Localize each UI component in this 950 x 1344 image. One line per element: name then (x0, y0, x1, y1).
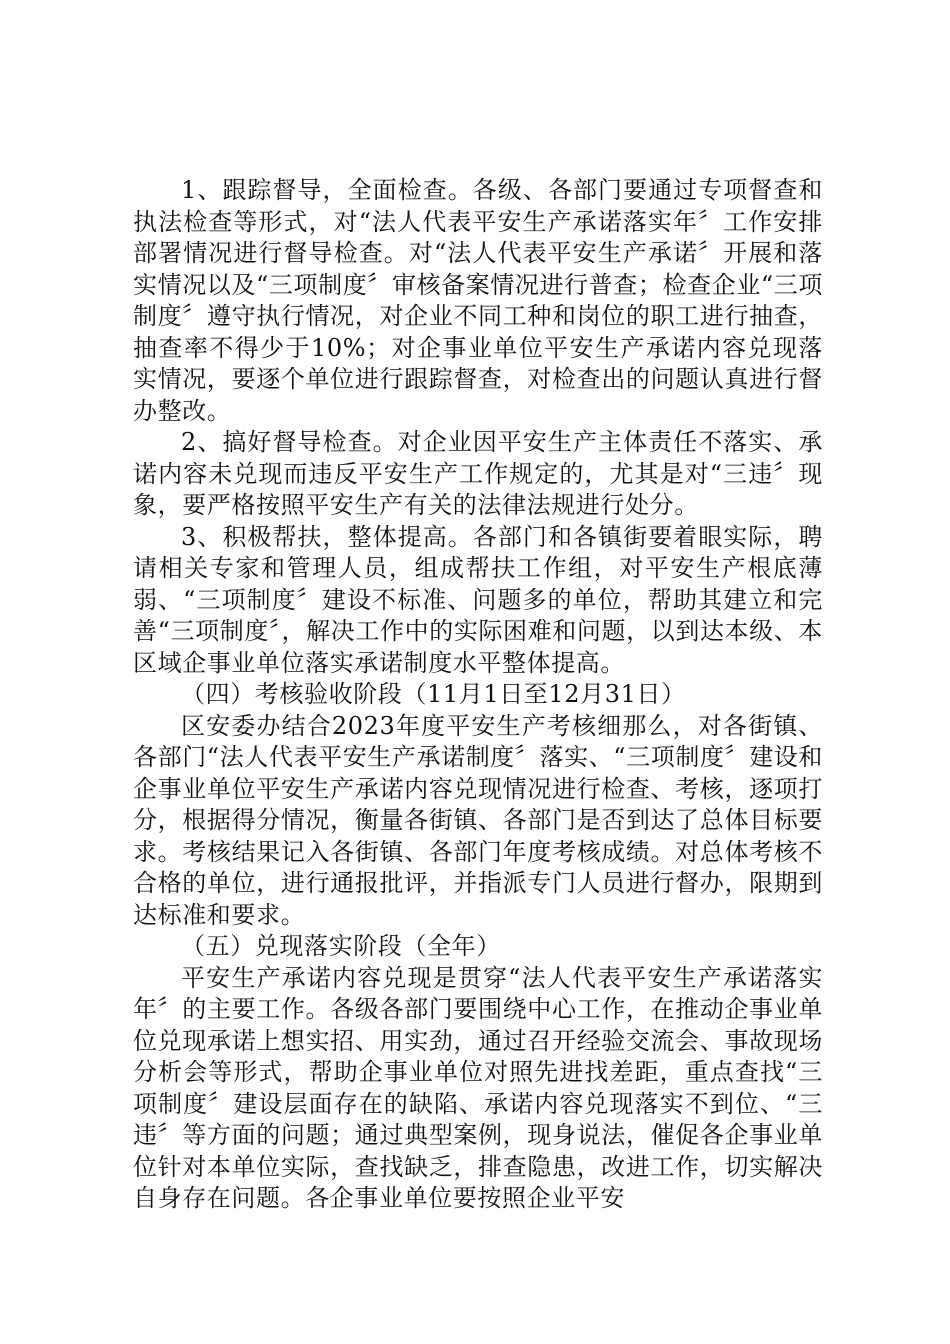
paragraph-tracking-supervision: 1、跟踪督导，全面检查。各级、各部门要通过专项督查和执法检查等形式，对“法人代表平安生产承诺落实年〞工作安排部署情况进行督导检查。对“法人代表平安生产承诺〞开展和落实情况以及“三项制度〞审核备案情况进行普查；检查企业“三项制度〞遵守执行情况，对企业不同工种和岗位的职工进行抽查，抽查率不得少于10%；对企事业单位平安生产承诺内容兑现落实情况，要逐个单位进行跟踪督查，对检查出的问题认真进行督办整改。 (133, 176, 823, 425)
section-heading-implementation: （五）兑现落实阶段（全年） (181, 932, 501, 960)
paragraph-implementation: 平安生产承诺内容兑现是贯穿“法人代表平安生产承诺落实年〞的主要工作。各级各部门要围绕中心工作，在推动企事业单位兑现承诺上想实招、用实劲，通过召开经验交流会、事故现场分析会等形式，帮助企事业单位对照先进找差距，重点查找“三项制度〞建设层面存在的缺陷、承诺内容兑现落实不到位、“三违〞等方面的问题；通过典型案例，现身说法，催促各企事业单位针对本单位实际，查找缺乏，排查隐患，改进工作，切实解决自身存在问题。各企事业单位要按照企业平安 (133, 963, 823, 1212)
paragraph-active-assistance: 3、积极帮扶，整体提高。各部门和各镇街要着眼实际，聘请相关专家和管理人员，组成帮扶工作组，对平安生产根底薄弱、“三项制度〞建设不标准、问题多的单位，帮助其建立和完善“三项制度〞，解决工作中的实际困难和问题，以到达本级、本区域企事业单位落实承诺制度水平整体提高。 (133, 522, 823, 677)
paragraph-assessment: 区安委办结合2023年度平安生产考核细那么，对各街镇、各部门“法人代表平安生产承诺制度〞落实、“三项制度〞建设和企事业单位平安生产承诺内容兑现情况进行检查、考核，逐项打分，根据得分情况，衡量各街镇、各部门是否到达了总体目标要求。考核结果记入各街镇、各部门年度考核成绩。对总体考核不合格的单位，进行通报批评，并指派专门人员进行督办，限期到达标准和要求。 (133, 711, 823, 929)
paragraph-supervision-inspection: 2、搞好督导检查。对企业因平安生产主体责任不落实、承诺内容未兑现而违反平安生产工作规定的，尤其是对“三违〞现象，要严格按照平安生产有关的法律法规进行处分。 (133, 428, 823, 519)
document-body (133, 175, 823, 1215)
section-heading-assessment: （四）考核验收阶段（11月1日至12月31日） (181, 680, 686, 708)
